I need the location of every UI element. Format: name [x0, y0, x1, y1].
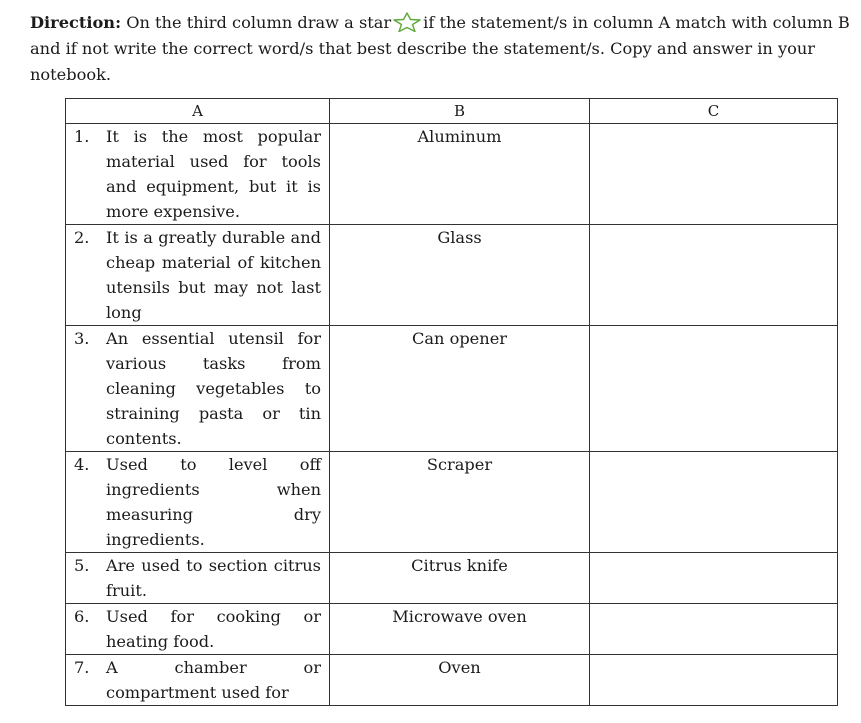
table-row	[66, 124, 838, 225]
direction-paragraph	[30, 10, 850, 88]
table-row	[66, 604, 838, 655]
column-c-header: C	[590, 99, 838, 124]
answer-text: Microwave oven	[392, 607, 527, 626]
table-row	[66, 553, 838, 604]
column-b-cell	[330, 225, 590, 326]
direction-label: Direction:	[30, 13, 122, 32]
item-number: 1.	[74, 127, 90, 146]
column-c-answer-cell[interactable]	[590, 326, 838, 452]
column-b-cell	[330, 452, 590, 553]
table-row	[66, 225, 838, 326]
table-row	[66, 655, 838, 706]
column-a-cell	[66, 553, 330, 604]
column-b-cell	[330, 553, 590, 604]
column-c-answer-cell[interactable]	[590, 604, 838, 655]
matching-table	[65, 98, 838, 706]
column-b-cell	[330, 326, 590, 452]
statement-text: A chamber or compartment used for	[106, 658, 321, 702]
statement-text: Are used to section citrus fruit.	[106, 556, 321, 600]
item-number: 7.	[74, 658, 90, 677]
column-a-cell	[66, 604, 330, 655]
column-c-answer-cell[interactable]	[590, 452, 838, 553]
item-number: 5.	[74, 556, 90, 575]
statement-text: It is the most popular material used for tools and equipment, but it is more expensive.	[106, 127, 321, 221]
column-a-header: A	[66, 99, 330, 124]
item-number: 6.	[74, 607, 90, 626]
column-a-cell	[66, 452, 330, 553]
item-number: 2.	[74, 228, 90, 247]
direction-text-after-star: if the statement/s in column A match with column B and if not write the correct word/s that best describe the statement/s. Copy and answer in your notebook.	[30, 13, 850, 84]
column-c-answer-cell[interactable]	[590, 553, 838, 604]
star-outline-icon	[392, 12, 422, 32]
table-row	[66, 452, 838, 553]
table-row	[66, 326, 838, 452]
table-header-row	[66, 99, 838, 124]
column-c-answer-cell[interactable]	[590, 124, 838, 225]
direction-text-before-star: On the third column draw a star	[126, 13, 392, 32]
item-number: 4.	[74, 455, 90, 474]
answer-text: Aluminum	[417, 127, 502, 146]
statement-text: Used for cooking or heating food.	[106, 607, 321, 651]
answer-text: Can opener	[411, 329, 508, 348]
column-b-header: B	[330, 99, 590, 124]
item-number: 3.	[74, 329, 90, 348]
column-a-cell	[66, 655, 330, 706]
answer-text: Glass	[437, 228, 482, 247]
column-c-answer-cell[interactable]	[590, 225, 838, 326]
column-b-cell	[330, 124, 590, 225]
column-b-cell	[330, 604, 590, 655]
column-c-answer-cell[interactable]	[590, 655, 838, 706]
column-b-cell	[330, 655, 590, 706]
statement-text: Used to level off ingredients when measuring dry ingredients.	[106, 455, 321, 549]
column-a-cell	[66, 225, 330, 326]
statement-text: An essential utensil for various tasks from cleaning vegetables to straining pasta or tin contents.	[106, 329, 321, 448]
column-a-cell	[66, 326, 330, 452]
statement-text: It is a greatly durable and cheap material of kitchen utensils but may not last long	[106, 228, 321, 322]
answer-text: Citrus knife	[411, 556, 508, 575]
column-a-cell	[66, 124, 330, 225]
answer-text: Scraper	[426, 455, 493, 474]
answer-text: Oven	[438, 658, 481, 677]
